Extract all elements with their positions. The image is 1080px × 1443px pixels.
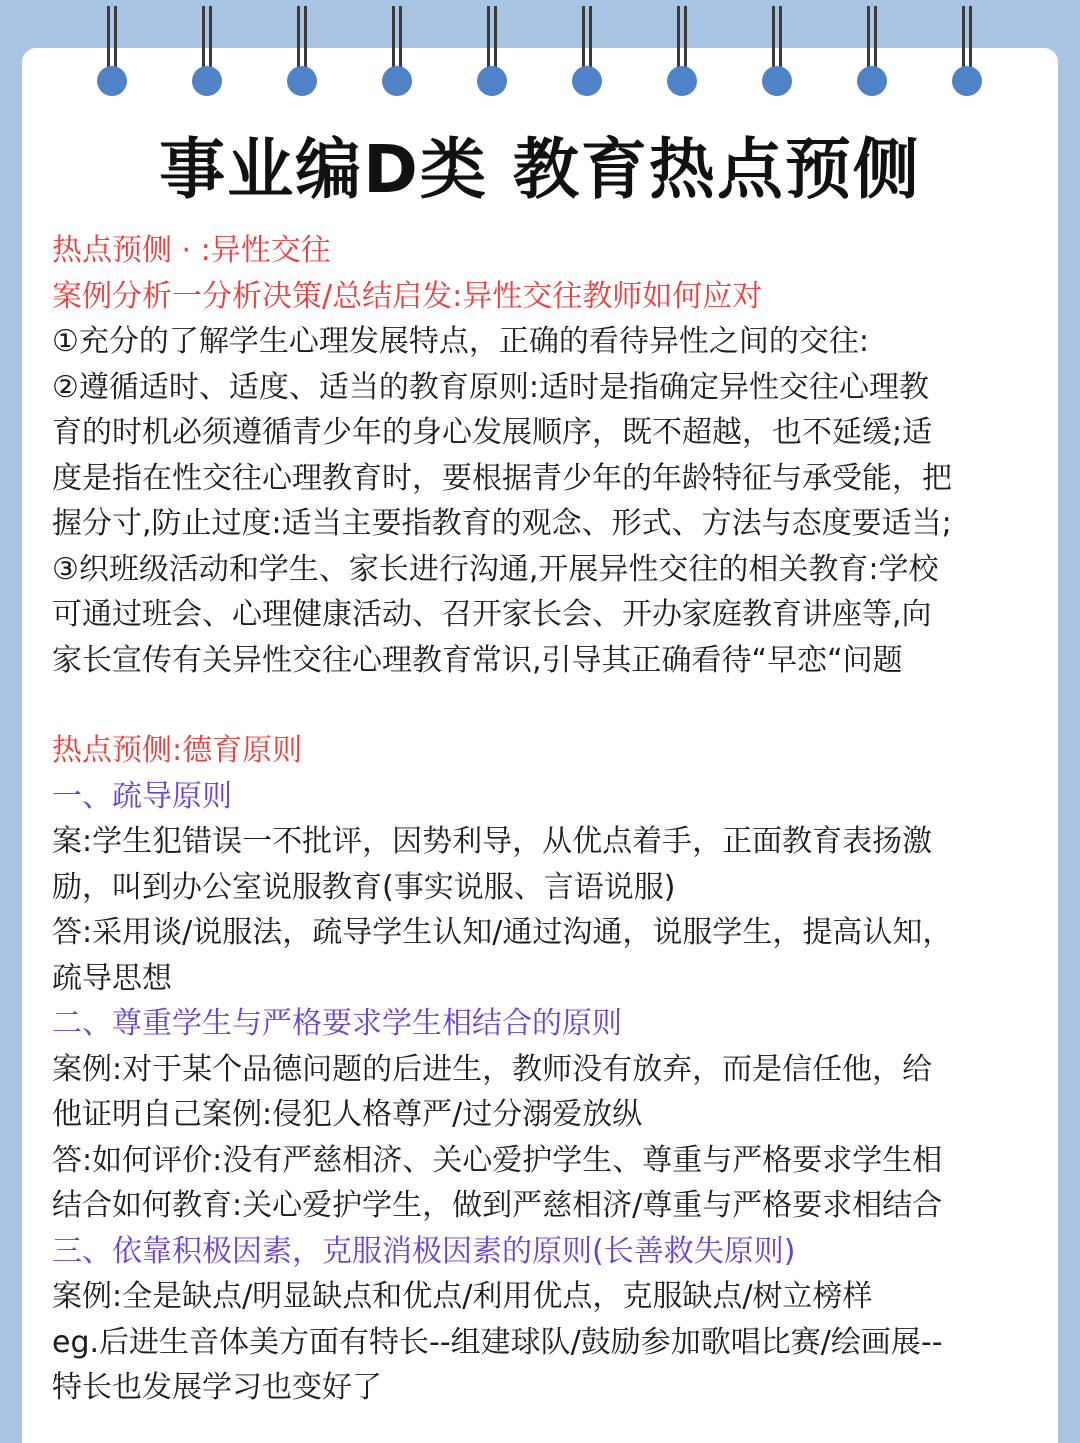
binder-ring: [762, 0, 792, 100]
body-line: 握分寸,防止过度:适当主要指教育的观念、形式、方法与态度要适当;: [52, 506, 952, 541]
binder-ring: [382, 0, 412, 100]
body-line: ③织班级活动和学生、家长进行沟通,开展异性交往的相关教育:学校: [52, 551, 939, 587]
body-line: ①充分的了解学生心理发展特点，正确的看待异性之间的交往:: [52, 324, 870, 359]
body-line: eg.后进生音体美方面有特长--组建球队/鼓励参加歌唱比赛/绘画展--: [52, 1324, 943, 1360]
body-line: 育的时机必须遵循青少年的身心发展顺序，既不超越，也不延缓;适: [52, 415, 933, 450]
body-line: 特长也发展学习也变好了: [52, 1370, 382, 1405]
body-line: 他证明自己案例:侵犯人格尊严/过分溺爱放纵: [52, 1097, 643, 1132]
body-line: 疏导思想: [52, 960, 172, 996]
body-line: 励，叫到办公室说服教育(事实说服、言语说服): [52, 869, 676, 905]
binder-ring: [572, 0, 602, 100]
body-line: 案:学生犯错误一不批评，因势利导，从优点着手，正面教育表扬激: [52, 824, 933, 859]
principle2-title: 二、尊重学生与严格要求学生相结合的原则: [52, 1006, 622, 1041]
notes-content: [52, 228, 1042, 1411]
body-line: ②遵循适时、适度、适当的教育原则:适时是指确定异性交往心理教: [52, 369, 930, 405]
body-line: 答:如何评价:没有严慈相济、关心爱护学生、尊重与严格要求学生相: [52, 1142, 943, 1178]
principle3-title: 三、依靠积极因素，克服消极因素的原则(长善救失原则): [52, 1233, 796, 1269]
section1-subheading: 案例分析一分析决策/总结启发:异性交往教师如何应对: [52, 278, 763, 314]
body-line: 案例:对于某个品德问题的后进生，教师没有放弃，而是信任他，给: [52, 1051, 933, 1087]
body-line: 案例:全是缺点/明显缺点和优点/利用优点，克服缺点/树立榜样: [52, 1279, 873, 1314]
section2-heading: 热点预侧:德育原则: [52, 733, 303, 768]
spiral-binding: [0, 0, 1080, 110]
binder-ring: [667, 0, 697, 100]
binder-ring: [97, 0, 127, 100]
binder-ring: [192, 0, 222, 100]
body-line: 结合如何教育:关心爱护学生，做到严慈相济/尊重与严格要求相结合: [52, 1188, 943, 1223]
binder-ring: [287, 0, 317, 100]
body-line: 答:采用谈/说服法，疏导学生认知/通过沟通，说服学生，提高认知，: [52, 915, 953, 950]
body-line: 度是指在性交往心理教育时，要根据青少年的年龄特征与承受能，把: [52, 460, 952, 496]
binder-ring: [857, 0, 887, 100]
principle1-title: 一、疏导原则: [52, 778, 232, 814]
page-title: 事业编D类 教育热点预侧: [159, 131, 921, 208]
section1-heading: 热点预侧 · :异性交往: [52, 233, 331, 268]
section-spacer: [52, 683, 1042, 728]
binder-ring: [477, 0, 507, 100]
body-line: 可通过班会、心理健康活动、召开家长会、开办家庭教育讲座等,向: [52, 597, 932, 632]
body-line: 家长宣传有关异性交往心理教育常识,引导其正确看待“早恋“问题: [52, 642, 903, 678]
binder-ring: [952, 0, 982, 100]
